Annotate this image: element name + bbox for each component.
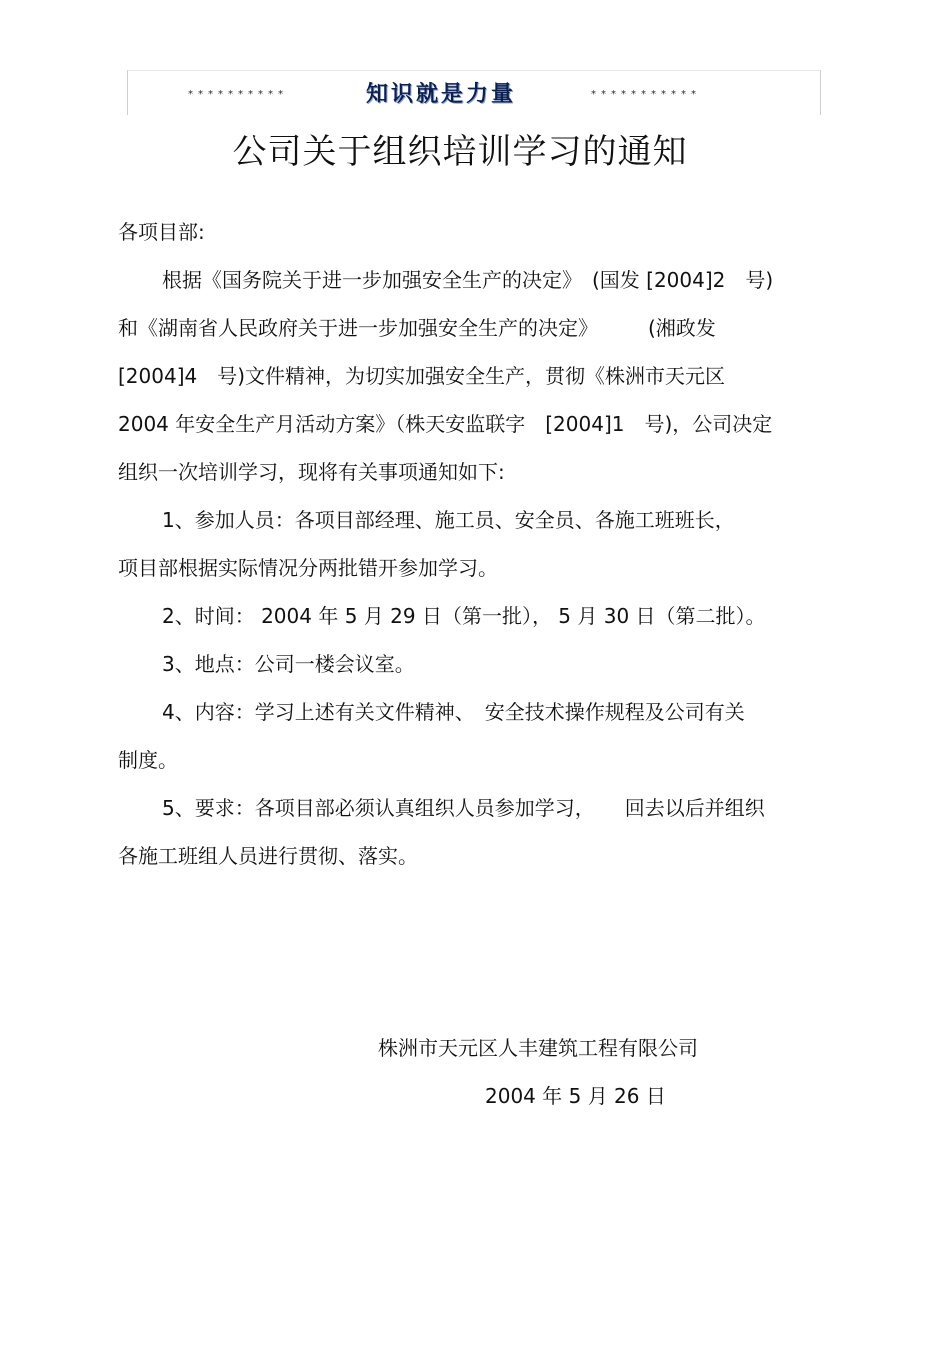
list-item: 3、地点：公司一楼会议室。 <box>162 652 415 676</box>
list-item-continuation: 制度。 <box>118 748 178 772</box>
header-banner <box>127 70 821 115</box>
body-line: 和《湖南省人民政府关于进一步加强安全生产的决定》 (湘政发 <box>118 316 716 340</box>
document-title: 公司关于组织培训学习的通知 <box>232 132 688 172</box>
list-item: 5、要求：各项目部必须认真组织人员参加学习， 回去以后并组织 <box>162 796 765 820</box>
list-item: 4、内容：学习上述有关文件精神、 安全技术操作规程及公司有关 <box>162 700 745 724</box>
body-line: 根据《国务院关于进一步加强安全生产的决定》 (国发 [2004]2 号) <box>162 268 774 292</box>
signature-date: 2004 年 5 月 26 日 <box>485 1084 666 1108</box>
signature-company: 株洲市天元区人丰建筑工程有限公司 <box>378 1036 698 1060</box>
body-line: 组织一次培训学习，现将有关事项通知如下: <box>118 460 505 484</box>
list-item-continuation: 各施工班组人员进行贯彻、落实。 <box>118 844 418 868</box>
list-item: 1、参加人员：各项目部经理、施工员、安全员、各施工班班长， <box>162 508 735 532</box>
list-item: 2、时间： 2004 年 5 月 29 日（第一批）， 5 月 30 日（第二批）。 <box>162 604 766 628</box>
body-line: 2004 年安全生产月活动方案》（株天安监联字 [2004]1 号)，公司决定 <box>118 412 773 436</box>
salutation: 各项目部: <box>118 220 205 244</box>
decorative-stars-left: ********** <box>188 89 288 100</box>
list-item-continuation: 项目部根据实际情况分两批错开参加学习。 <box>118 556 498 580</box>
body-line: [2004]4 号)文件精神，为切实加强安全生产，贯彻《株洲市天元区 <box>118 364 726 388</box>
header-motto: 知识就是力量 <box>366 81 517 107</box>
decorative-stars-right: *********** <box>591 89 701 100</box>
